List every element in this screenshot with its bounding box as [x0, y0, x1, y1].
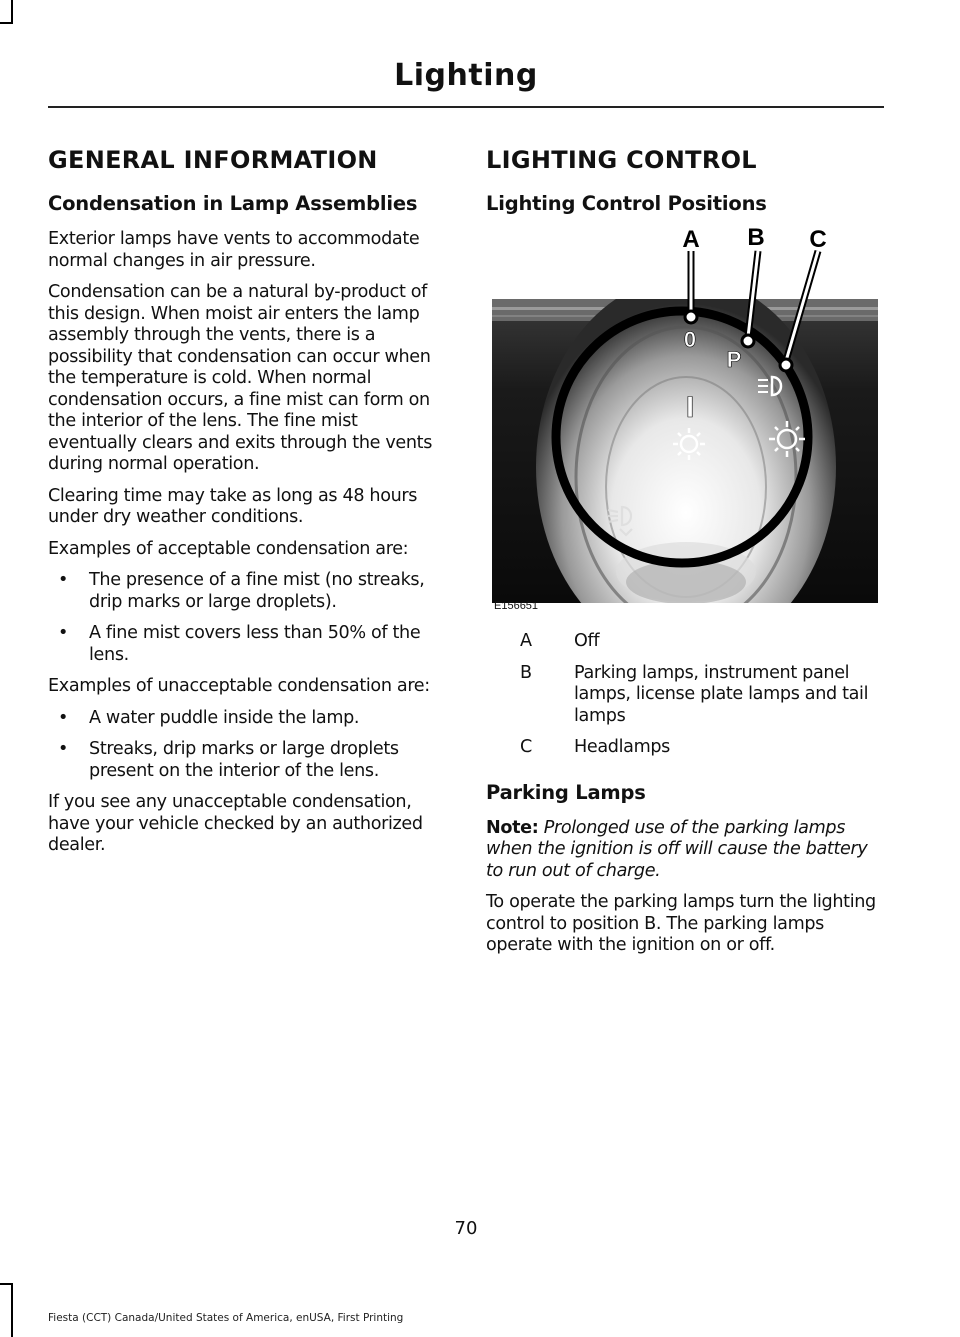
legend-row: [486, 663, 884, 728]
list-item: • The presence of a fine mist (no streaks, drip marks or large droplets).: [58, 570, 425, 612]
page-number: 70: [454, 1218, 478, 1239]
lighting-control-illustration: [486, 227, 884, 613]
paragraph-parking-operation: To operate the parking lamps turn the lighting control to position B. The parking lamps operate with the ignition on or off.: [486, 892, 876, 955]
footer-text: Fiesta (CCT) Canada/United States of America, enUSA, First Printing: [48, 1312, 404, 1324]
crop-mark-bottom-left: [11, 1283, 13, 1337]
legend-text: Off: [574, 631, 600, 651]
right-column: [486, 146, 884, 967]
unacceptable-intro: Examples of unacceptable condensation are:: [48, 676, 430, 696]
bullet: •: [58, 570, 69, 590]
callout-b: B: [747, 227, 765, 251]
acceptable-intro: Examples of acceptable condensation are:: [48, 538, 409, 559]
position-legend: [486, 631, 884, 759]
note-label: Note:: [486, 817, 539, 838]
legend-key: B: [520, 662, 533, 683]
legend-text: Headlamps: [574, 737, 670, 757]
left-column: [48, 146, 448, 867]
callout-a: A: [682, 227, 700, 253]
figure-image-id: E156651: [494, 600, 539, 612]
paragraph-dealer: If you see any unacceptable condensation, have your vehicle checked by an authorized dealer.: [48, 792, 423, 855]
lighting-control-figure: [486, 227, 884, 613]
callout-c: C: [809, 227, 827, 253]
unacceptable-list: [48, 708, 448, 783]
acceptable-list: [48, 570, 448, 666]
dial-mark-off: 0: [683, 327, 697, 352]
legend-key: C: [520, 737, 533, 757]
paragraph-vents: Exterior lamps have vents to accommodate normal changes in air pressure.: [48, 229, 420, 271]
paragraph-clearing-time: Clearing time may take as long as 48 hours under dry weather conditions.: [48, 485, 418, 527]
bullet: •: [58, 739, 69, 759]
page-header-title: Lighting: [394, 58, 538, 93]
subheading-lighting-control-positions: Lighting Control Positions: [486, 192, 767, 215]
crop-mark-bottom-left-h: [0, 1283, 13, 1285]
note-text: Prolonged use of the parking lamps when the ignition is off will cause the battery to run out of charge.: [486, 817, 868, 881]
subheading-parking-lamps: Parking Lamps: [486, 780, 646, 804]
subheading-condensation: Condensation in Lamp Assemblies: [48, 192, 418, 215]
header-rule: [48, 106, 884, 108]
dial-mark-parking: P: [726, 347, 742, 372]
note-paragraph: [486, 818, 884, 883]
list-item: • A fine mist covers less than 50% of the lens.: [58, 623, 421, 665]
crop-mark-top-left: [11, 0, 13, 22]
dial-mark-manual: I: [685, 391, 695, 424]
legend-text: Parking lamps, instrument panel lamps, license plate lamps and tail lamps: [574, 662, 869, 726]
legend-row: [486, 631, 884, 653]
section-heading-general-information: GENERAL INFORMATION: [48, 146, 378, 174]
paragraph-condensation: Condensation can be a natural by-product of this design. When moist air enters the lamp assembly through the vents, there is a possibility that condensation can occur when the temperature is cold. When normal condensation occurs, a fine mist can form on the interior of the lens. The fine mist eventually clears and exits through the vents during normal operation.: [48, 282, 433, 474]
list-item: • Streaks, drip marks or large droplets present on the interior of the lens.: [58, 739, 399, 781]
legend-row: [486, 737, 884, 759]
bullet: •: [58, 707, 69, 728]
bullet: •: [58, 623, 69, 643]
section-heading-lighting-control: LIGHTING CONTROL: [486, 146, 757, 174]
legend-key: A: [520, 631, 533, 651]
list-item: • A water puddle inside the lamp.: [58, 707, 360, 728]
crop-mark-top-left-h: [0, 22, 13, 24]
